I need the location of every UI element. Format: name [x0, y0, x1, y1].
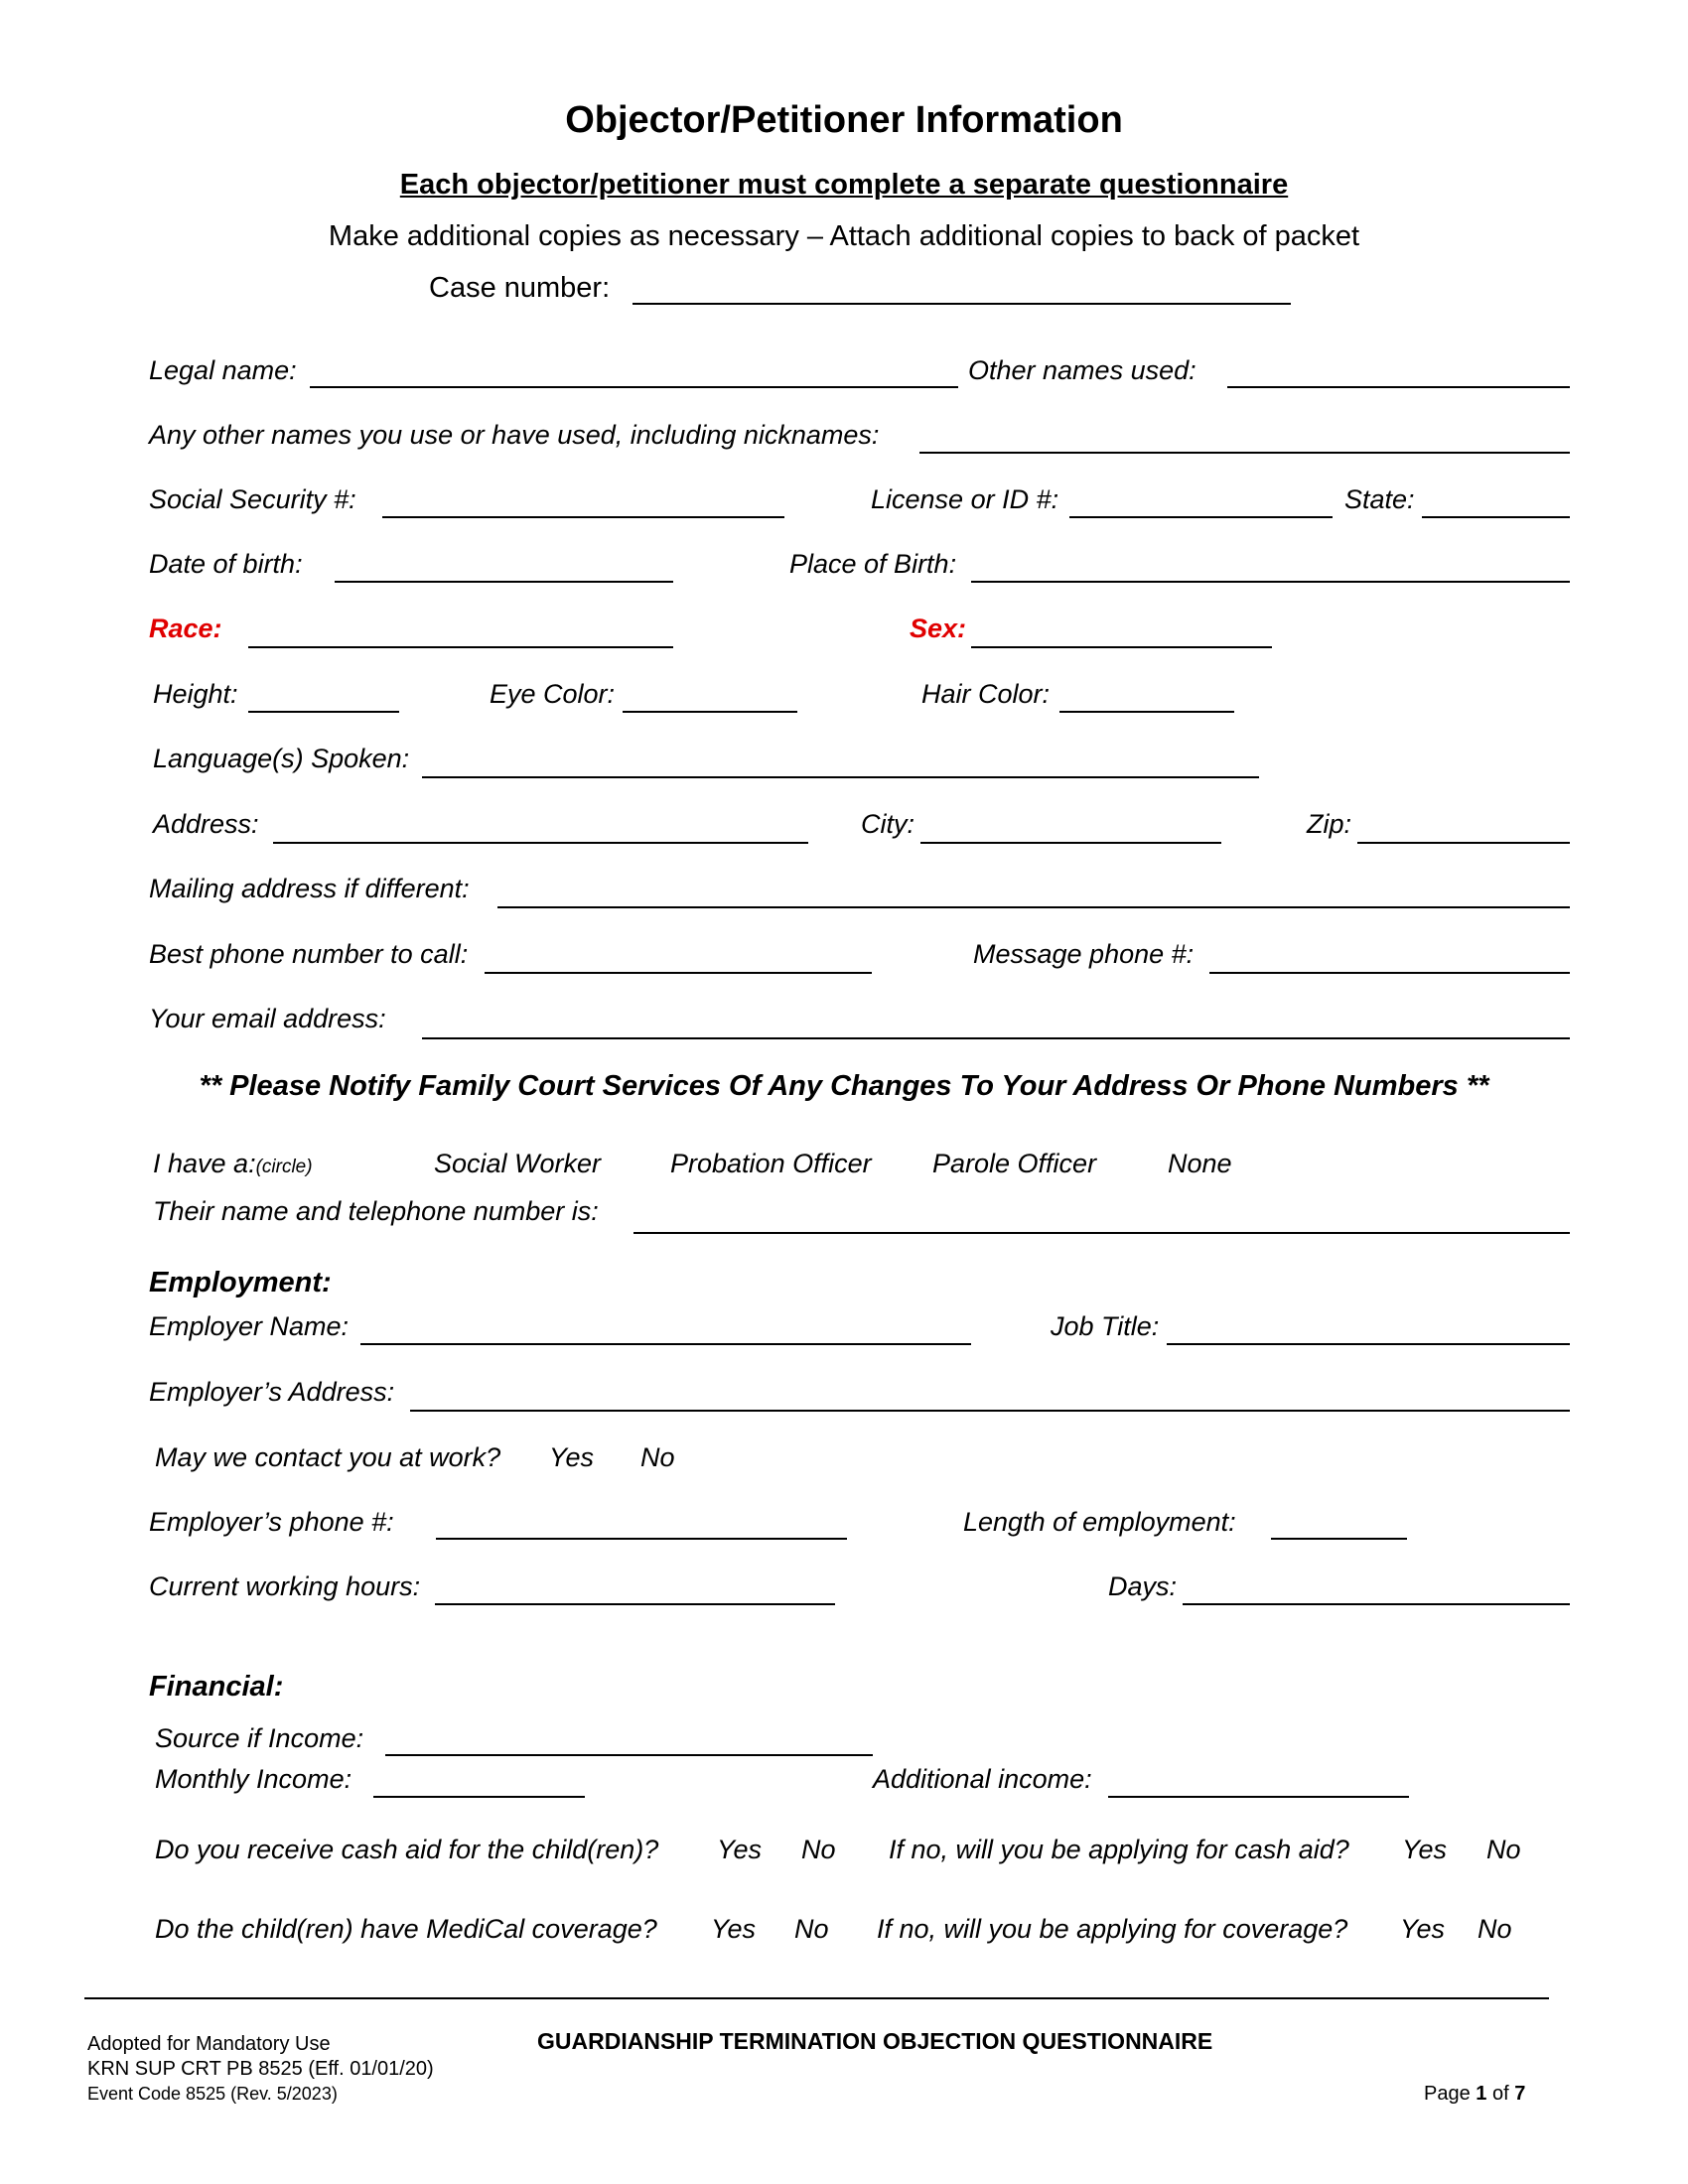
cash-aid-apply-no[interactable]: No: [1486, 1835, 1521, 1864]
state-label: State:: [1344, 484, 1415, 514]
cash-aid-no[interactable]: No: [801, 1835, 836, 1864]
employer-name-field[interactable]: [360, 1343, 971, 1345]
length-employment-field[interactable]: [1271, 1538, 1407, 1540]
working-hours-label: Current working hours:: [149, 1571, 421, 1601]
form-number: KRN SUP CRT PB 8525 (Eff. 01/01/20): [87, 2058, 434, 2080]
employer-address-label: Employer’s Address:: [149, 1377, 395, 1407]
days-field[interactable]: [1183, 1603, 1570, 1605]
medical-apply-question: If no, will you be applying for coverage?: [877, 1914, 1348, 1944]
days-label: Days:: [1108, 1571, 1178, 1601]
employer-phone-field[interactable]: [436, 1538, 847, 1540]
additional-income-label: Additional income:: [873, 1764, 1092, 1794]
license-field[interactable]: [1069, 516, 1333, 518]
page-word: Page: [1424, 2083, 1471, 2105]
city-label: City:: [861, 809, 914, 839]
height-field[interactable]: [248, 711, 399, 713]
job-title-label: Job Title:: [1051, 1311, 1160, 1341]
page-number: 1: [1476, 2083, 1487, 2105]
page-total: 7: [1514, 2083, 1526, 2105]
zip-field[interactable]: [1357, 842, 1570, 844]
contact-work-no[interactable]: No: [640, 1442, 675, 1472]
circle-hint: (circle): [255, 1157, 313, 1177]
mailing-address-label: Mailing address if different:: [149, 874, 470, 903]
sex-field[interactable]: [971, 646, 1272, 648]
other-names-used-label: Other names used:: [968, 355, 1196, 385]
financial-heading: Financial:: [149, 1671, 284, 1703]
officer-contact-field[interactable]: [633, 1232, 1570, 1234]
source-income-field[interactable]: [385, 1754, 873, 1756]
race-label: Race:: [149, 614, 222, 643]
eye-color-field[interactable]: [623, 711, 797, 713]
contact-work-question: May we contact you at work?: [155, 1442, 501, 1472]
officer-label-group: [153, 1149, 313, 1179]
languages-label: Language(s) Spoken:: [153, 744, 410, 773]
message-phone-field[interactable]: [1209, 972, 1570, 974]
place-of-birth-field[interactable]: [971, 581, 1570, 583]
adopted-text: Adopted for Mandatory Use: [87, 2033, 331, 2055]
page-of: of: [1491, 2083, 1509, 2105]
height-label: Height:: [153, 679, 238, 709]
languages-field[interactable]: [422, 776, 1259, 778]
address-label: Address:: [153, 809, 259, 839]
dob-label: Date of birth:: [149, 549, 303, 579]
medical-question: Do the child(ren) have MediCal coverage?: [155, 1914, 657, 1944]
zip-label: Zip:: [1307, 809, 1352, 839]
hair-color-field[interactable]: [1059, 711, 1234, 713]
page-title: Objector/Petitioner Information: [565, 99, 1123, 141]
page-indicator: [1424, 2083, 1525, 2106]
hair-color-label: Hair Color:: [921, 679, 1051, 709]
ssn-label: Social Security #:: [149, 484, 356, 514]
form-title: GUARDIANSHIP TERMINATION OBJECTION QUESTIONNAIRE: [537, 2028, 1213, 2054]
employer-phone-label: Employer’s phone #:: [149, 1507, 394, 1537]
copies-note: Make additional copies as necessary – Attach additional copies to back of packet: [328, 220, 1360, 252]
cash-aid-question: Do you receive cash aid for the child(ren)?: [155, 1835, 659, 1864]
employer-name-label: Employer Name:: [149, 1311, 350, 1341]
medical-yes[interactable]: Yes: [711, 1914, 757, 1944]
length-employment-label: Length of employment:: [963, 1507, 1236, 1537]
officer-contact-label: Their name and telephone number is:: [153, 1196, 599, 1226]
race-field[interactable]: [248, 646, 673, 648]
legal-name-field[interactable]: [310, 386, 958, 388]
medical-no[interactable]: No: [794, 1914, 829, 1944]
city-field[interactable]: [920, 842, 1221, 844]
email-field[interactable]: [422, 1037, 1570, 1039]
option-none[interactable]: None: [1168, 1149, 1232, 1178]
dob-field[interactable]: [335, 581, 673, 583]
any-other-names-field[interactable]: [919, 452, 1570, 454]
option-social-worker[interactable]: Social Worker: [434, 1149, 602, 1178]
monthly-income-field[interactable]: [373, 1796, 585, 1798]
additional-income-field[interactable]: [1108, 1796, 1409, 1798]
message-phone-label: Message phone #:: [973, 939, 1195, 969]
email-label: Your email address:: [149, 1004, 386, 1033]
cash-aid-apply-yes[interactable]: Yes: [1402, 1835, 1448, 1864]
any-other-names-label: Any other names you use or have used, including nicknames:: [149, 420, 880, 450]
case-number-label: Case number:: [429, 272, 611, 304]
employment-heading: Employment:: [149, 1267, 332, 1298]
working-hours-field[interactable]: [435, 1603, 835, 1605]
source-income-label: Source if Income:: [155, 1723, 364, 1753]
event-code: Event Code 8525 (Rev. 5/2023): [87, 2084, 338, 2104]
place-of-birth-label: Place of Birth:: [789, 549, 957, 579]
best-phone-field[interactable]: [485, 972, 872, 974]
employer-address-field[interactable]: [410, 1410, 1570, 1412]
job-title-field[interactable]: [1167, 1343, 1570, 1345]
contact-work-yes[interactable]: Yes: [549, 1442, 595, 1472]
license-label: License or ID #:: [871, 484, 1059, 514]
sex-label: Sex:: [910, 614, 967, 643]
ssn-field[interactable]: [382, 516, 784, 518]
other-names-used-field[interactable]: [1227, 386, 1570, 388]
cash-aid-apply-question: If no, will you be applying for cash aid?: [889, 1835, 1349, 1864]
notify-notice: ** Please Notify Family Court Services Of Any Changes To Your Address Or Phone Numbers **: [199, 1070, 1489, 1102]
footer-divider: [84, 1997, 1549, 1999]
option-parole-officer[interactable]: Parole Officer: [932, 1149, 1097, 1178]
monthly-income-label: Monthly Income:: [155, 1764, 352, 1794]
option-probation-officer[interactable]: Probation Officer: [670, 1149, 872, 1178]
legal-name-label: Legal name:: [149, 355, 297, 385]
mailing-address-field[interactable]: [497, 906, 1570, 908]
best-phone-label: Best phone number to call:: [149, 939, 469, 969]
cash-aid-yes[interactable]: Yes: [717, 1835, 763, 1864]
eye-color-label: Eye Color:: [490, 679, 616, 709]
officer-label: I have a:: [153, 1149, 256, 1178]
address-field[interactable]: [273, 842, 808, 844]
state-field[interactable]: [1422, 516, 1570, 518]
case-number-field[interactable]: [633, 303, 1291, 305]
medical-apply-no[interactable]: No: [1477, 1914, 1512, 1944]
medical-apply-yes[interactable]: Yes: [1400, 1914, 1446, 1944]
page-subtitle: Each objector/petitioner must complete a separate questionnaire: [399, 169, 1289, 201]
